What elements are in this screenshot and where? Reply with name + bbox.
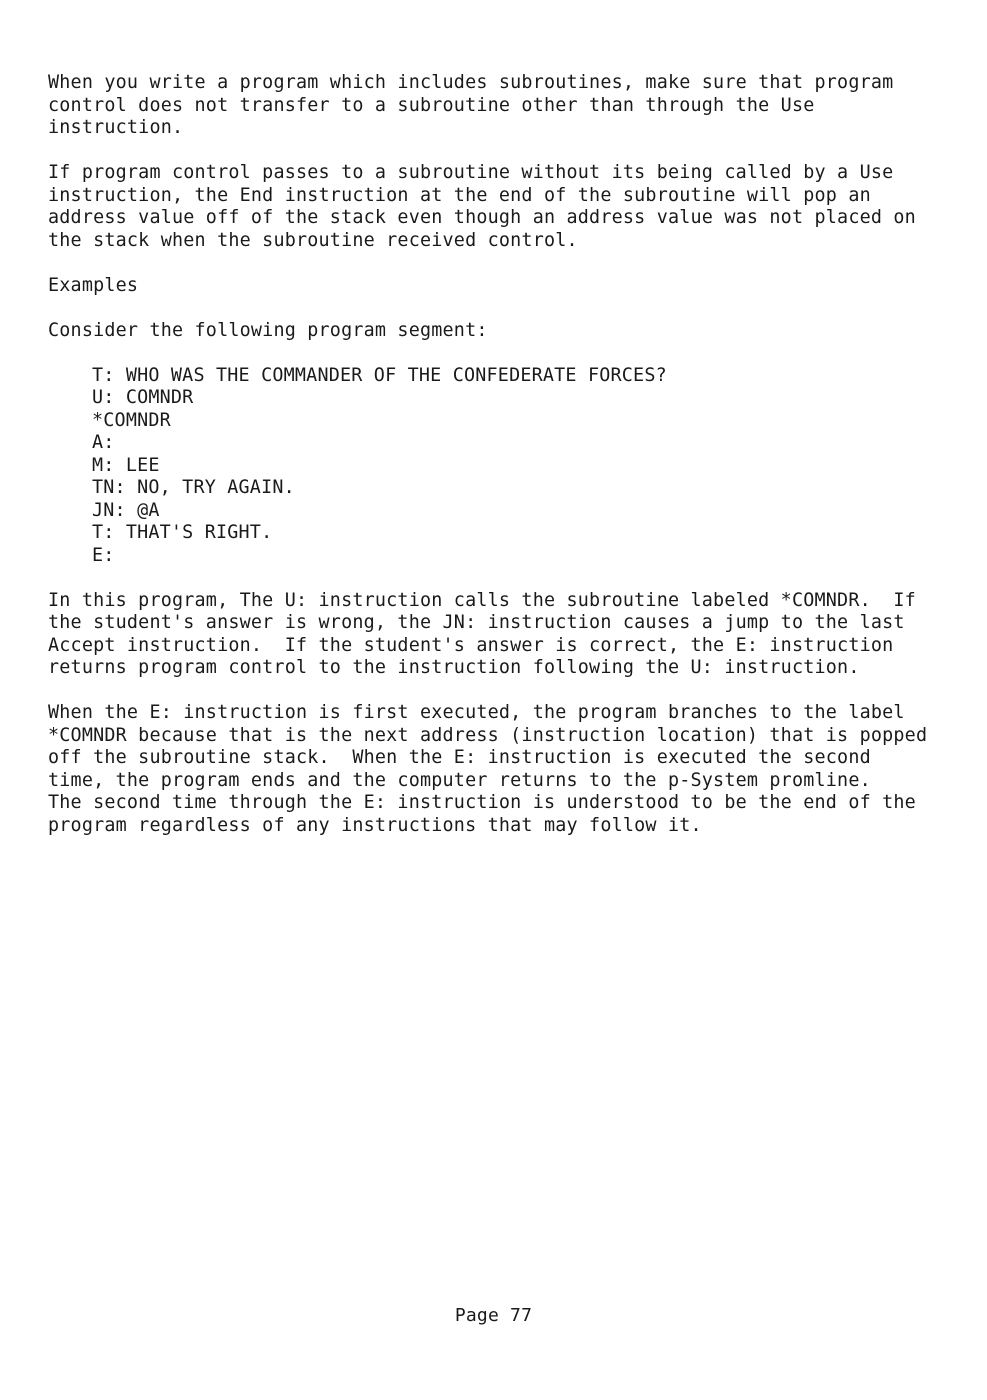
text-line: control does not transfer to a subroutine other than through the Use bbox=[48, 94, 815, 116]
text-line: When you write a program which includes subroutines, make sure that program bbox=[48, 72, 894, 93]
text-line: instruction. bbox=[48, 117, 184, 138]
paragraph-use-instruction bbox=[48, 72, 948, 140]
text-line: The second time through the E: instruction is understood to be the end of the bbox=[48, 792, 916, 813]
examples-heading: Examples bbox=[48, 274, 139, 296]
paragraph-end-instruction-warning bbox=[48, 162, 948, 252]
code-line: JN: @A bbox=[92, 499, 160, 521]
paragraph-program-explanation bbox=[48, 590, 948, 680]
code-line: T: WHO WAS THE COMMANDER OF THE CONFEDERATE FORCES? bbox=[92, 364, 667, 386]
paragraph-execution-explanation bbox=[48, 702, 948, 837]
text-line: time, the program ends and the computer returns to the p-System promline. bbox=[48, 769, 871, 791]
page-number: Page 77 bbox=[454, 1305, 533, 1326]
document-body bbox=[48, 72, 948, 837]
code-block bbox=[48, 365, 948, 568]
paragraph-gap bbox=[48, 342, 948, 365]
examples-intro: Consider the following program segment: bbox=[48, 319, 488, 341]
text-line: In this program, The U: instruction calls the subroutine labeled *COMNDR. If bbox=[48, 589, 916, 611]
code-line: T: THAT'S RIGHT. bbox=[92, 522, 273, 543]
text-line: program regardless of any instructions that may follow it. bbox=[48, 814, 702, 836]
text-line: *COMNDR because that is the next address (instruction location) that is popped bbox=[48, 724, 928, 746]
paragraph-gap bbox=[48, 140, 948, 163]
code-line: E: bbox=[92, 544, 115, 566]
paragraph-gap bbox=[48, 297, 948, 320]
paragraph-gap bbox=[48, 567, 948, 590]
text-line: instruction, the End instruction at the end of the subroutine will pop an bbox=[48, 184, 871, 206]
text-line: the student's answer is wrong, the JN: instruction causes a jump to the last bbox=[48, 612, 905, 633]
code-line: U: COMNDR bbox=[92, 387, 194, 408]
code-line: TN: NO, TRY AGAIN. bbox=[92, 477, 295, 498]
text-line: When the E: instruction is first executed, the program branches to the label bbox=[48, 702, 905, 723]
text-line: address value off of the stack even though an address value was not placed on bbox=[48, 207, 916, 228]
text-line: off the subroutine stack. When the E: instruction is executed the second bbox=[48, 747, 871, 768]
text-line: Accept instruction. If the student's answer is correct, the E: instruction bbox=[48, 634, 894, 656]
code-line: M: LEE bbox=[92, 454, 160, 476]
text-line: returns program control to the instruction following the U: instruction. bbox=[48, 657, 860, 678]
paragraph-gap bbox=[48, 252, 948, 275]
code-line: *COMNDR bbox=[92, 409, 171, 431]
text-line: If program control passes to a subroutine without its being called by a Use bbox=[48, 162, 894, 183]
code-line: A: bbox=[92, 432, 115, 453]
paragraph-gap bbox=[48, 680, 948, 703]
text-line: the stack when the subroutine received control. bbox=[48, 229, 578, 251]
